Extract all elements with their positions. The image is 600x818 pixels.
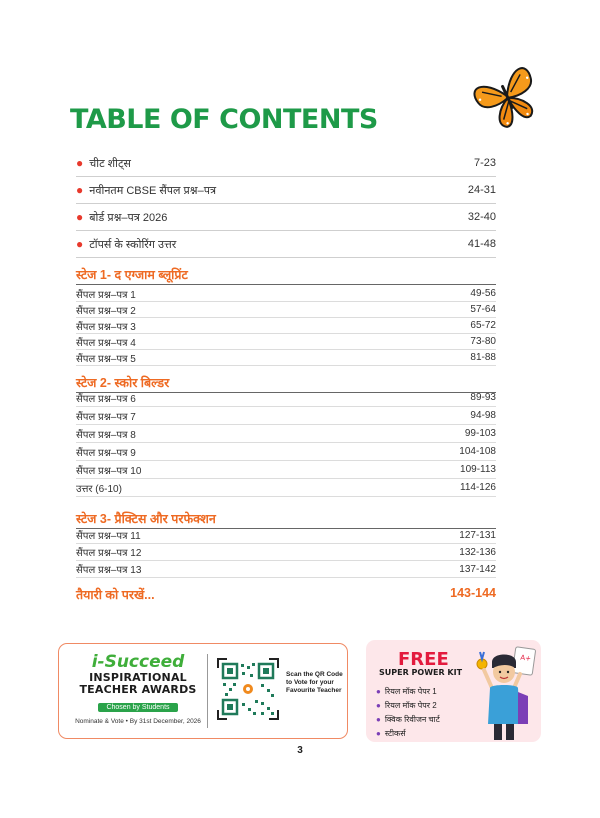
row-pages: 94-98 xyxy=(470,410,496,421)
row-label: सैंपल प्रश्न–पत्र 13 xyxy=(76,565,142,576)
svg-text:A+: A+ xyxy=(519,653,532,663)
item-pages: 41-48 xyxy=(467,238,496,250)
teacher-award-box xyxy=(58,643,348,739)
table-row[interactable] xyxy=(76,461,496,479)
stage-2-list xyxy=(76,389,496,497)
table-row[interactable] xyxy=(76,425,496,443)
kit-item-label: क्विक रिवीजन चार्ट xyxy=(384,714,440,724)
row-pages: 73-80 xyxy=(470,336,496,347)
item-label: चीट शीट्स xyxy=(89,157,131,170)
item-pages: 7-23 xyxy=(473,157,496,169)
kit-item-label: रियल मॉक पेपर 2 xyxy=(384,700,437,710)
kit-item-label: रियल मॉक पेपर 1 xyxy=(384,686,437,696)
bullet-icon: ● xyxy=(376,700,381,710)
row-label: सैंपल प्रश्न–पत्र 12 xyxy=(76,548,142,559)
table-row[interactable] xyxy=(76,407,496,425)
item-pages: 32-40 xyxy=(467,211,496,223)
bullet-icon: ● xyxy=(76,156,84,170)
page-number: 3 xyxy=(297,745,303,756)
page-title: TABLE OF CONTENTS xyxy=(70,104,378,135)
row-pages: 81-88 xyxy=(470,352,496,363)
qr-code-icon[interactable] xyxy=(217,658,279,720)
row-label: सैंपल प्रश्न–पत्र 2 xyxy=(76,305,136,317)
item-pages: 24-31 xyxy=(467,184,496,196)
final-pages: 143-144 xyxy=(450,586,496,600)
final-label: तैयारी को परखें... xyxy=(76,588,155,602)
row-label: सैंपल प्रश्न–पत्र 1 xyxy=(76,289,136,301)
list-item xyxy=(376,684,440,698)
row-pages: 57-64 xyxy=(470,304,496,315)
butterfly-icon xyxy=(472,60,542,132)
bullet-icon: ● xyxy=(376,714,381,724)
table-row[interactable] xyxy=(76,350,496,366)
item-label: बोर्ड प्रश्न–पत्र 2026 xyxy=(89,211,168,224)
row-pages: 132-136 xyxy=(459,546,496,558)
table-row[interactable] xyxy=(76,443,496,461)
list-item[interactable] xyxy=(76,204,496,231)
row-label: सैंपल प्रश्न–पत्र 4 xyxy=(76,337,136,349)
bullet-icon: ● xyxy=(76,210,84,224)
bullet-icon: ● xyxy=(376,728,381,738)
row-label: उत्तर (6-10) xyxy=(76,483,122,495)
stage-1-list xyxy=(76,286,496,366)
table-row[interactable] xyxy=(76,286,496,302)
divider xyxy=(207,654,208,728)
table-row[interactable] xyxy=(76,544,496,561)
bullet-icon: ● xyxy=(76,237,84,251)
free-kit-box xyxy=(366,640,541,742)
kit-item-label: स्टीकर्स xyxy=(384,728,406,738)
row-label: सैंपल प्रश्न–पत्र 10 xyxy=(76,465,142,477)
scan-instruction: Scan the QR Code to Vote for your Favourite Teacher xyxy=(286,671,343,694)
table-row[interactable] xyxy=(76,561,496,578)
list-item[interactable] xyxy=(76,177,496,204)
item-label: टॉपर्स के स्कोरिंग उत्तर xyxy=(89,238,177,251)
student-illustration-icon xyxy=(474,644,538,740)
row-pages: 99-103 xyxy=(464,428,496,439)
row-label: सैंपल प्रश्न–पत्र 7 xyxy=(76,411,136,423)
row-pages: 137-142 xyxy=(459,563,496,575)
award-line-2: TEACHER AWARDS xyxy=(79,683,197,696)
row-pages: 104-108 xyxy=(459,446,496,457)
list-item xyxy=(376,698,440,712)
table-row[interactable] xyxy=(76,479,496,497)
stage-3-list xyxy=(76,527,496,578)
final-entry[interactable] xyxy=(76,586,496,603)
row-label: सैंपल प्रश्न–पत्र 3 xyxy=(76,321,136,333)
row-pages: 49-56 xyxy=(470,288,496,299)
table-row[interactable] xyxy=(76,318,496,334)
bullet-icon: ● xyxy=(376,686,381,696)
item-label: नवीनतम CBSE सैंपल प्रश्न–पत्र xyxy=(89,184,217,197)
chosen-badge: Chosen by Students xyxy=(98,703,177,712)
primary-contents-list xyxy=(76,150,496,258)
row-label: सैंपल प्रश्न–पत्र 9 xyxy=(76,447,136,459)
row-pages: 127-131 xyxy=(459,529,496,541)
award-logo xyxy=(73,652,203,725)
divider xyxy=(76,284,496,285)
list-item[interactable] xyxy=(76,231,496,258)
list-item xyxy=(376,712,440,726)
stage-3-heading: स्टेज 3- प्रैक्टिस और परफेक्शन xyxy=(76,512,216,526)
table-row[interactable] xyxy=(76,302,496,318)
stage-2-heading: स्टेज 2- स्कोर बिल्डर xyxy=(76,376,170,390)
row-label: सैंपल प्रश्न–पत्र 5 xyxy=(76,353,136,365)
table-row[interactable] xyxy=(76,389,496,407)
free-label: FREE xyxy=(398,649,449,670)
row-pages: 109-113 xyxy=(460,464,496,475)
award-line-1: INSPIRATIONAL xyxy=(89,671,187,684)
list-item xyxy=(376,726,440,740)
table-row[interactable] xyxy=(76,334,496,350)
stage-1-heading: स्टेज 1- द एग्जाम ब्लूप्रिंट xyxy=(76,268,188,282)
row-label: सैंपल प्रश्न–पत्र 11 xyxy=(76,531,141,542)
nominate-text: Nominate & Vote • By 31st December, 2026 xyxy=(75,718,201,725)
kit-items xyxy=(376,684,440,740)
brand-name: i-Succeed xyxy=(91,652,185,672)
kit-subtitle: SUPER POWER KIT xyxy=(379,668,463,677)
row-label: सैंपल प्रश्न–पत्र 8 xyxy=(76,429,136,441)
table-row[interactable] xyxy=(76,527,496,544)
list-item[interactable] xyxy=(76,150,496,177)
row-label: सैंपल प्रश्न–पत्र 6 xyxy=(76,393,136,405)
row-pages: 89-93 xyxy=(470,392,496,403)
row-pages: 65-72 xyxy=(470,320,496,331)
row-pages: 114-126 xyxy=(460,482,496,493)
bullet-icon: ● xyxy=(76,183,84,197)
